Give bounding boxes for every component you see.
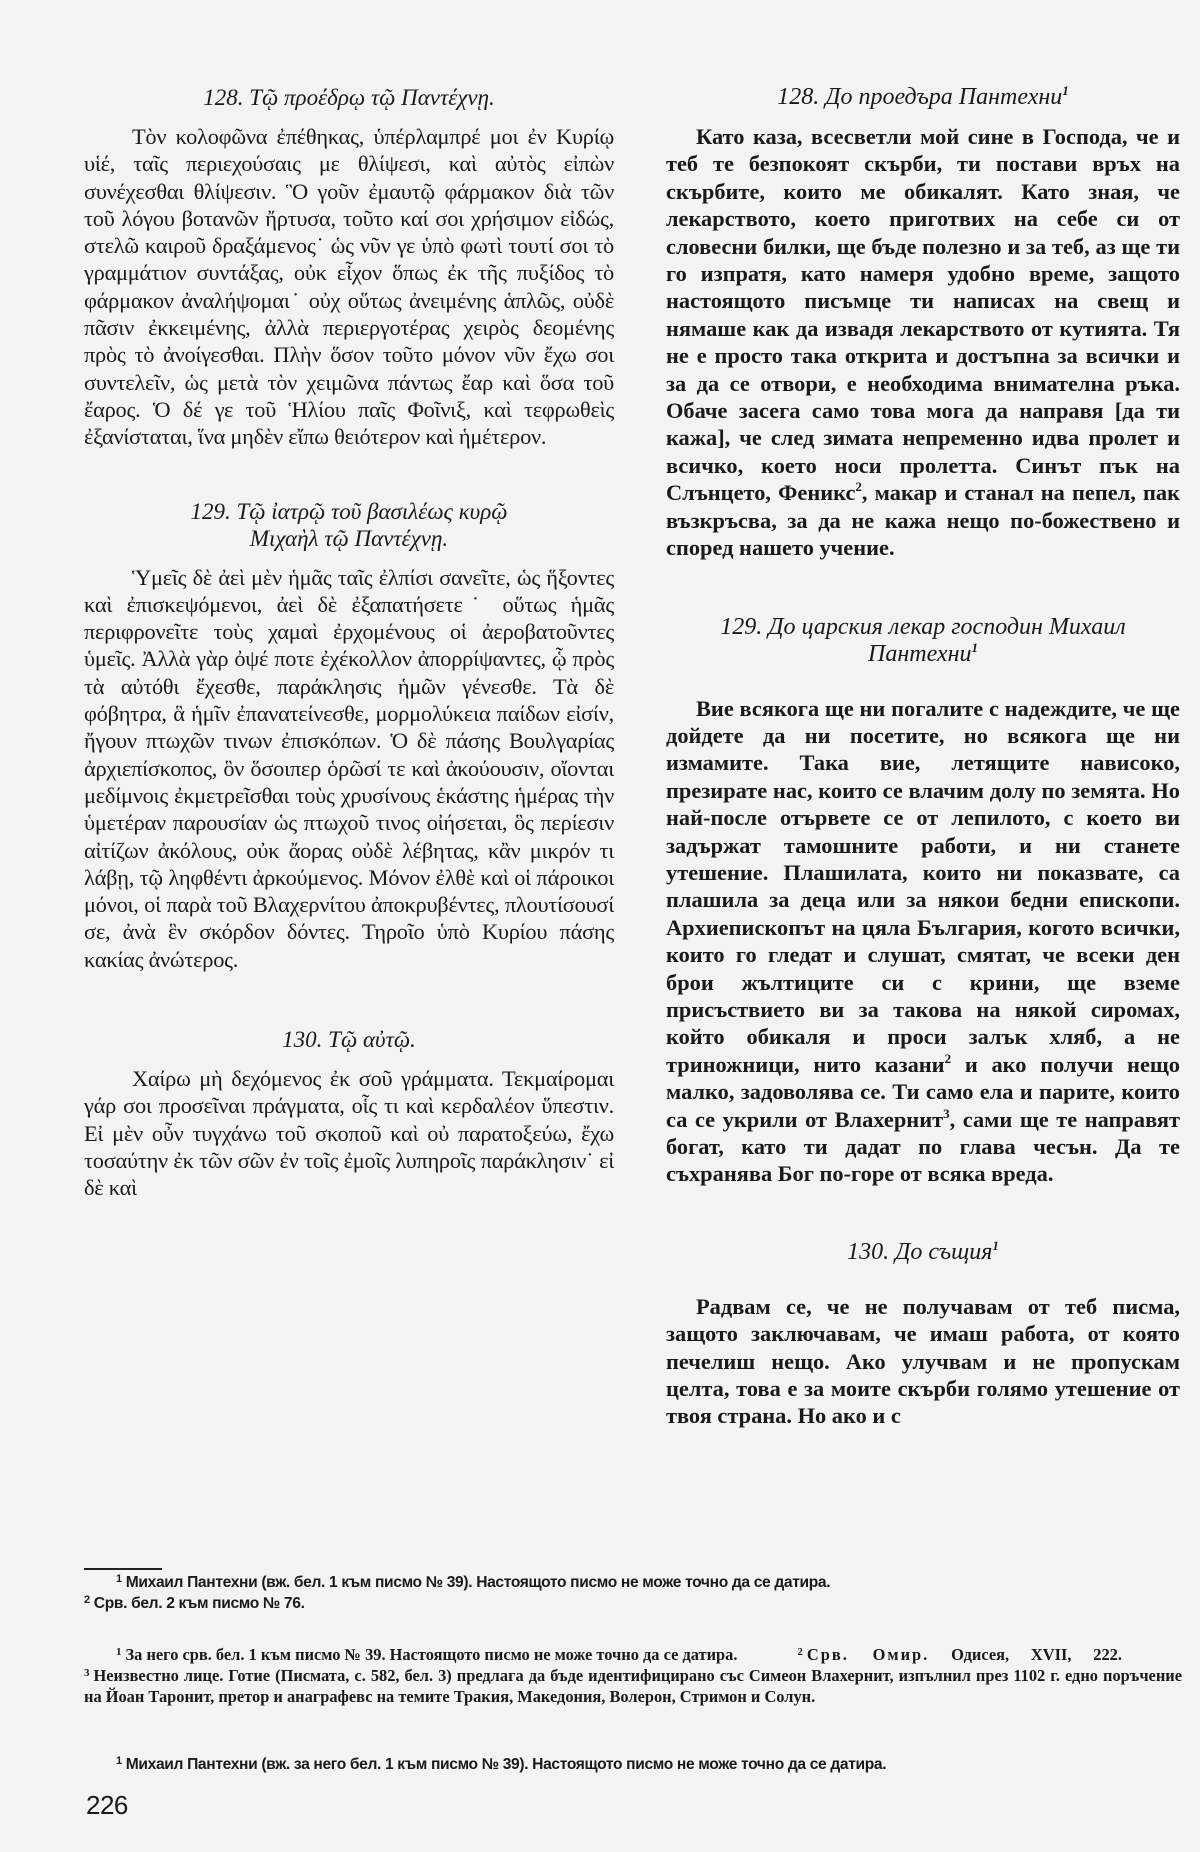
footnote-text: Срв. бел. 2 към писмо № 76. [93, 1595, 305, 1612]
footnote-number: 3 [84, 1667, 90, 1679]
footnote-ref: 1 [971, 639, 978, 655]
bulgarian-letter-130-body: Радвам се, че не получавам от теб писма, защото заключавам, че имаш работа, от която печелиш нещо. Ако улучвам и не пропускам целта, това е за моите скърби голямо утешение от твоя страна. Но ако и с [666, 1293, 1180, 1429]
bulgarian-letter-129-heading [666, 614, 1180, 668]
footnote-text: Срв. Омир. [806, 1645, 930, 1664]
bulgarian-letter-130-heading [666, 1239, 1180, 1266]
greek-letter-129-heading-line1: 129. Τῷ ἰατρῷ τοῦ βασιλέως κυρῷ [190, 498, 508, 524]
greek-letter-130-heading: 130. Τῷ αὐτῷ. [282, 1027, 416, 1053]
greek-letter-128-heading: 128. Τῷ προέδρῳ τῷ Παντέχνῃ. [203, 85, 495, 110]
bulgarian-letter-128-heading [666, 84, 1180, 111]
footnote-number: 1 [116, 1646, 122, 1658]
body-text: и ако получи нещо малко, задоволява се. Ти само ела и парите, които са се укрили от Влахернит [666, 1051, 1180, 1132]
footnote-separator [84, 1568, 162, 1570]
footnote [84, 1593, 1182, 1614]
greek-letter-129-heading [84, 498, 614, 552]
footnote-number: 1 [116, 1755, 122, 1767]
heading-text: Пантехни [868, 640, 972, 667]
footnote-number: 1 [116, 1573, 122, 1585]
footnote-ref: 3 [943, 1105, 950, 1121]
bulgarian-letter-129-heading-line1: 129. До царския лекар господин Михаил [720, 613, 1126, 640]
body-text: Вие всякога ще ни погалите с надеждите, че ще дойдете да ни посетите, но всякога ще ни измамите. Така вие, летящите нависоко, презирате нас, които се влачим долу по земята. Но най-после отървете се от лепилото, с което ви задържат тамошните работи, и ни станете утешение. Плашилата, които ни показвате, са плашила за деца или за някои бедни епископи. Архиепископът на цяла България, когото всички, които го гледат и слушат, смятат, че всеки ден брои жълтиците си с крини, ще вземе присъствието ви за такова на някой сиромах, който обикаля и проси залък хляб, а не триножници, нито казани [666, 695, 1180, 1077]
footnote-text: Неизвестно лице. Готие (Писмата, с. 582, бел. 3) предлага да бъде идентифицирано със Симеон Влахернит, изпълнил през 1102 г. едно поръчение на Йоан Таронит, претор и анаграфевс на темите Тракия, Македония, Волерон, Стримон и Солун. [84, 1666, 1182, 1706]
greek-letter-128-body: Τὸν κολοφῶνα ἐπέθηκας, ὑπέρλαμπρέ μοι ἐν Κυρίῳ υἱέ, ταῖς περιεχούσαις με θλίψεσι, καὶ αὐτὸς εἰπὼν συνέχεσθαι θλίψεσιν. Ὃ γοῦν ἐμαυτῷ φάρμακον διὰ τῶν τοῦ λόγου βοτανῶν ἤρτυσα, τοῦτο καί σοι χρήσιμον εἰδώς, στελῶ καιροῦ δραξάμενος˙ ὡς νῦν γε ὑπὸ φωτὶ τουτί σοι τὸ γραμμάτιον συντάξας, οὐκ εἶχον ὅπως ἐκ τῆς πυξίδος τὸ φάρμακον ἀναλήψομαι˙ οὐχ οὕτως ἀνειμένης ἁπλῶς, οὐδὲ πᾶσιν ἐκκειμένης, ἀλλὰ περιεργοτέρας χειρὸς δεομένης πρὸς τὸ ἀνοίγεσθαι. Πλὴν ὅσον τοῦτο μόνον νῦν ἔχω σοι συντελεῖν, ὡς μετὰ τὸν χειμῶνα πάντως ἔαρ καὶ ὅσα τοῦ ἔαρος. Ὁ δέ γε τοῦ Ἡλίου παῖς Φοῖνιξ, καὶ τεφρωθεὶς ἐξανίσταται, ἵνα μηδὲν εἴπω θειότερον καὶ ἡμέτερον. [84, 124, 614, 450]
footnote [797, 1645, 1122, 1664]
footnote [84, 1644, 737, 1665]
bulgarian-letter-128-heading-text: 128. До проедъра Пантехни [777, 84, 1063, 110]
footnote-ref: 2 [855, 479, 862, 495]
bulgarian-column [666, 84, 1180, 1430]
body-text: , макар и станал на пепел, пак възкръсва, за да не кажа нещо по-божествено и според нашето учение. [666, 480, 1180, 561]
footnotes-letter-129 [84, 1644, 1182, 1707]
body-text: , сами ще те направят богат, като ти дадат по глава чесън. Да те съхранява Бог по-горе от всяка вреда. [666, 1106, 1180, 1187]
footnote-text: Михаил Пантехни (вж. бел. 1 към писмо № 39). Настоящото писмо не може точно да се датира. [125, 1574, 831, 1591]
greek-column [84, 84, 614, 1202]
footnote-number: 2 [797, 1646, 803, 1658]
bulgarian-letter-130-heading-text: 130. До същия [847, 1238, 993, 1265]
footnote [84, 1572, 1182, 1593]
greek-letter-129-body: Ὑμεῖς δὲ ἀεὶ μὲν ἡμᾶς ταῖς ἐλπίσι σανεῖτε, ὡς ἥξοντες καὶ ἐπισκεψόμενοι, ἀεὶ δὲ ἐξαπατήσετε˙ οὕτως ἡμᾶς περιφρονεῖτε τοὺς χαμαὶ ἐρχομένους οἱ ἀεροβατοῦντες ὑμεῖς. Ἀλλὰ γὰρ ὀψέ ποτε ἐχέκολλον ἀπορρίψαντες, ᾧ πρὸς τὰ αὐτόθι ἔχεσθε, παράκλησις ἡμῶν γένεσθε. Τὰ δὲ φόβητρα, ἃ ἡμῖν ἐπανατείνεσθε, μορμολύκεια παίδων εἰσίν, ἤγουν πτωχῶν τινων ἐπισκόπων. Ὁ δὲ πάσης Βουλγαρίας ἀρχιεπίσκοπος, ὃν ὅσοιπερ ὁρῶσί τε καὶ ἀκούουσιν, οἴονται μεδίμνοις ἐκμετρεῖσθαι τοὺς χρυσίνους ἑκάστης ἡμέρας τὴν ὑμετέραν παρουσίαν ὡς πτωχοῦ τινος οἰήσεται, ὃς περίεσιν αἰτίζων ἀκόλους, οὐκ ἄορας οὐδὲ λέβητας, κἂν μικρόν τι λάβῃ, τῷ ληφθέντι ἀρκούμενος. Μόνον ἐλθὲ καὶ οἱ πάροικοι μόνοι, οἱ παρὰ τοῦ Βλαχερνίτου ἀποκρυβέντες, πλουτίσουσί σε, ἀνὰ ἓν σκόρδον δόντες. Τηροῖο ὑπὸ Κυρίου πάσης κακίας ἀνώτερος. [84, 564, 614, 972]
footnotes-letter-130 [84, 1754, 1182, 1775]
bulgarian-letter-129-heading-line2 [666, 641, 1180, 668]
footnote-ref: 2 [944, 1050, 952, 1066]
page-number: 226 [86, 1790, 128, 1820]
footnote-text: За него срв. бел. 1 към писмо № 39. Настоящото писмо не може точно да се датира. [125, 1645, 738, 1664]
footnote [84, 1666, 1182, 1706]
body-text: Като каза, всесветли мой сине в Господа, че и теб те безпокоят скърби, ти постави връх на скърбите, които ме обикалят. Като зная, че лекарството, което приготвих на себе си от словесни билки, ще бъде полезно и за теб, аз ще ти го изпратя, като намеря удобно време, защото настоящото писъмце ти написах на свещ и нямаше как да извадя лекарството от кутията. Тя не е просто така открита и достъпна за всички и за да се отвори, е необходима внимателна ръка. Обаче засега само това мога да направя [да ти кажа], че след зимата непременно идва пролет и всичко, което носи пролетта. Синът пък на Слънцето, Феникс [666, 124, 1180, 506]
bulgarian-letter-129-body [666, 695, 1180, 1188]
bulgarian-letter-128-body [666, 123, 1180, 562]
greek-letter-130-body: Χαίρω μὴ δεχόμενος ἐκ σοῦ γράμματα. Τεκμαίρομαι γάρ σοι προσεῖναι πράγματα, οἷς τι καὶ κερδαλέον ὕπεστιν. Εἰ μὲν οὖν τυγχάνω τοῦ σκοποῦ καὶ οὐ παρατοξεύω, ἔχω τοσαύτην ἐκ τῶν σῶν ἐν τοῖς ἐμοῖς λυπηροῖς παράκλησιν˙ εἰ δὲ καὶ [84, 1066, 614, 1201]
footnote-ref: 1 [1062, 83, 1069, 98]
footnotes-letter-128 [84, 1572, 1182, 1614]
footnote-text: Одисея, XVII, 222. [951, 1645, 1122, 1664]
greek-letter-129-heading-line2: Μιχαὴλ τῷ Παντέχνῃ. [249, 525, 449, 551]
footnote-number: 2 [84, 1594, 90, 1606]
footnote [84, 1754, 1182, 1775]
footnote-ref: 1 [992, 1237, 999, 1253]
footnote-text: Михаил Пантехни (вж. за него бел. 1 към писмо № 39). Настоящото писмо не може точно да се датира. [125, 1756, 887, 1773]
